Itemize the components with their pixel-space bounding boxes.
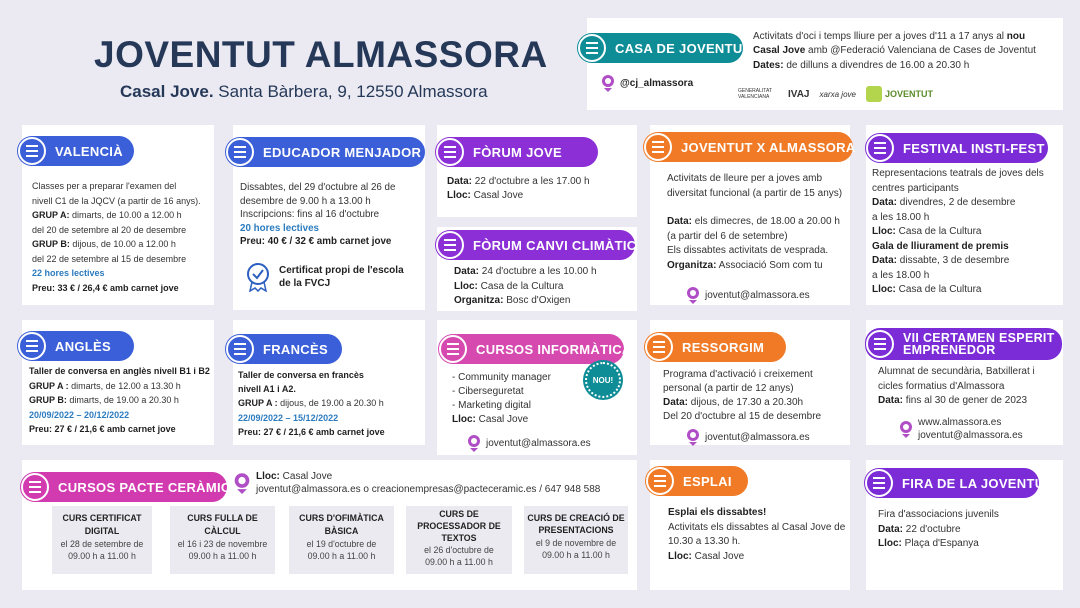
ressorgim-label: RESSORGIM <box>644 332 786 362</box>
jxa-details: Activitats de lleure per a joves amb diversitat funcional (a partir de 15 anys) Data: els dimecres, de 18.00 a 20.00 h (a partir del 6 de setembre) Els dissabtes activitats de vesprada. Organitza: Associació Som com tu <box>667 173 843 271</box>
canvi-climatic-details: Data: 24 d'octubre a les 10.00 h Lloc: Casa de la Cultura Organitza: Bosc d'Oxigen <box>454 266 597 306</box>
subtitle-address: Santa Bàrbera, 9, 12550 Almassora <box>218 82 488 101</box>
subtitle-place: Casal Jove. <box>120 82 214 101</box>
location-pin-icon <box>685 286 701 304</box>
menu-icon <box>21 473 49 501</box>
menu-icon <box>865 469 893 497</box>
pacte-label: CURSOS PACTE CERÀMIC <box>20 472 227 502</box>
educador-label: EDUCADOR MENJADOR <box>225 137 425 167</box>
informatica-details: - Community manager - Ciberseguretat - Marketing digital Lloc: Casal Jove <box>452 372 551 425</box>
fira-details: Fira d'associacions juvenils Data: 22 d'octubre Lloc: Plaça d'Espanya <box>878 509 999 549</box>
certamen-contact[interactable]: www.almassora.es joventut@almassora.es <box>898 416 1023 442</box>
certamen-label: VII CERTAMEN ESPERIT EMPRENEDOR <box>865 328 1062 360</box>
festival-label: FESTIVAL INSTI-FEST <box>865 133 1048 163</box>
menu-icon <box>18 332 46 360</box>
ressorgim-email[interactable]: joventut@almassora.es <box>685 428 810 446</box>
xarxa-jove-logo: xarxa jove <box>819 89 856 99</box>
menu-icon <box>646 467 674 495</box>
menu-icon <box>866 134 894 162</box>
instagram-handle: @cj_almassora <box>600 74 693 92</box>
menu-icon <box>645 333 673 361</box>
menu-icon <box>226 138 254 166</box>
angles-details: Taller de conversa en anglès nivell B1 i B2 GRUP A : dimarts, de 12.00 a 13.30 h GRUP B: dimarts, de 19.00 a 20.30 h 20/09/2022 – 20/12/2022 Preu: 27 € / 21,6 € amb carnet jove <box>29 366 210 435</box>
generalitat-logo: GENERALITAT VALENCIANA <box>738 88 772 100</box>
informatica-email[interactable]: joventut@almassora.es <box>466 434 591 452</box>
sponsor-logos <box>738 86 933 102</box>
angles-label: ANGLÈS <box>17 331 134 361</box>
certificate: Certificat propi de l'escola de la FVCJ <box>245 262 404 292</box>
page-subtitle <box>120 82 488 102</box>
menu-icon <box>18 137 46 165</box>
jxa-label: JOVENTUT X ALMASSORA <box>643 132 853 162</box>
menu-icon <box>436 231 464 259</box>
casa-joventut-label: CASA DE JOVENTUT <box>577 33 743 63</box>
location-pin-icon <box>232 472 252 494</box>
informatica-label: CURSOS INFORMÀTICA <box>438 334 624 364</box>
location-pin-icon <box>898 420 914 438</box>
casa-description: Activitats d'oci i temps lliure per a joves d'11 a 17 anys al nou Casal Jove amb @Federació Valenciana de Cases de Joventut Dates: de dilluns a divendres de 16.00 a 20.30 h <box>753 31 1036 71</box>
menu-icon <box>439 335 467 363</box>
menu-icon <box>226 335 254 363</box>
certificate-badge-icon <box>245 262 271 292</box>
menu-icon <box>866 330 894 358</box>
festival-details: Representacions teatrals de joves dels centres participants Data: divendres, 2 de desembre a les 18.00 h Lloc: Casa de la Cultura Gala de lliurament de premis Data: dissabte, 3 de desembre a les 18.00 h Lloc: Casa de la Cultura <box>872 168 1044 295</box>
menu-icon <box>436 138 464 166</box>
location-pin-icon <box>466 434 482 452</box>
frances-label: FRANCÈS <box>225 334 342 364</box>
educador-details: Dissabtes, del 29 d'octubre al 26 de desembre de 9.00 h a 13.00 h Inscripcions: fins al 16 d'octubre 20 hores lectives Preu: 40 € / 32 € amb carnet jove <box>240 182 396 248</box>
location-pin-icon <box>600 74 616 92</box>
course-certificat-digital[interactable]: CURS CERTIFICAT DIGITAL el 28 de setembre de 09.00 h a 11.00 h <box>52 506 152 574</box>
new-badge: NOU! <box>585 362 621 398</box>
canvi-climatic-label: FÒRUM CANVI CLIMÀTIC <box>435 230 635 260</box>
course-processador-textos[interactable]: CURS DE PROCESSADOR DE TEXTOS el 26 d'octubre de 09.00 h a 11.00 h <box>406 506 512 574</box>
valencia-details: Classes per a preparar l'examen del nivell C1 de la JQCV (a partir de 16 anys). GRUP A: dimarts, de 10.00 a 12.00 h del 20 de setembre al 20 de desembre GRUP B: dijous, de 10.00 a 12.00 h del 22 de setembre al 15 de desembre 22 hores lectives Preu: 33 € / 26,4 € amb carnet jove <box>32 181 201 293</box>
menu-icon <box>578 34 606 62</box>
joventut-logo: JOVENTUT <box>866 86 933 102</box>
ivaj-logo: IVAJ <box>788 88 810 100</box>
course-ofimatica[interactable]: CURS D'OFIMÀTICA BÀSICA el 19 d'octubre de 09.00 h a 11.00 h <box>289 506 394 574</box>
esplai-details: Esplai els dissabtes! Activitats els dissabtes al Casal Jove de 10.30 a 13.30 h. Lloc: Casal Jove <box>668 507 846 562</box>
frances-details: Taller de conversa en francès nivell A1 i A2. GRUP A : dijous, de 19.00 a 20.30 h 22/09/2022 – 15/12/2022 Preu: 27 € / 21,6 € amb carnet jove <box>238 370 385 437</box>
course-presentacions[interactable]: CURS DE CREACIÓ DE PRESENTACIONS el 9 de novembre de 09.00 h a 11.00 h <box>524 506 628 574</box>
forum-jove-label: FÒRUM JOVE <box>435 137 598 167</box>
menu-icon <box>644 133 672 161</box>
location-pin-icon <box>685 428 701 446</box>
page-title: JOVENTUT ALMASSORA <box>94 34 548 75</box>
certamen-details: Alumnat de secundària, Batxillerat i cicles formatius d'Almassora Data: fins al 30 de gener de 2023 <box>878 366 1035 406</box>
pacte-contact: Lloc: Casal Jove joventut@almassora.es o creacionempresas@pacteceramic.es / 647 948 588 <box>232 470 600 496</box>
course-fulla-calcul[interactable]: CURS FULLA DE CÀLCUL el 16 i 23 de novembre 09.00 h a 11.00 h <box>170 506 275 574</box>
esplai-label: ESPLAI <box>645 466 748 496</box>
ressorgim-details: Programa d'activació i creixement personal (a partir de 12 anys) Data: dijous, de 17.30 a 20.30h Del 20 d'octubre al 15 de desembre <box>663 369 822 422</box>
forum-jove-details: Data: 22 d'octubre a les 17.00 h Lloc: Casal Jove <box>447 176 590 201</box>
jxa-email[interactable]: joventut@almassora.es <box>685 286 810 304</box>
fira-label: FIRA DE LA JOVENTUT <box>864 468 1039 498</box>
valencia-label: VALENCIÀ <box>17 136 134 166</box>
